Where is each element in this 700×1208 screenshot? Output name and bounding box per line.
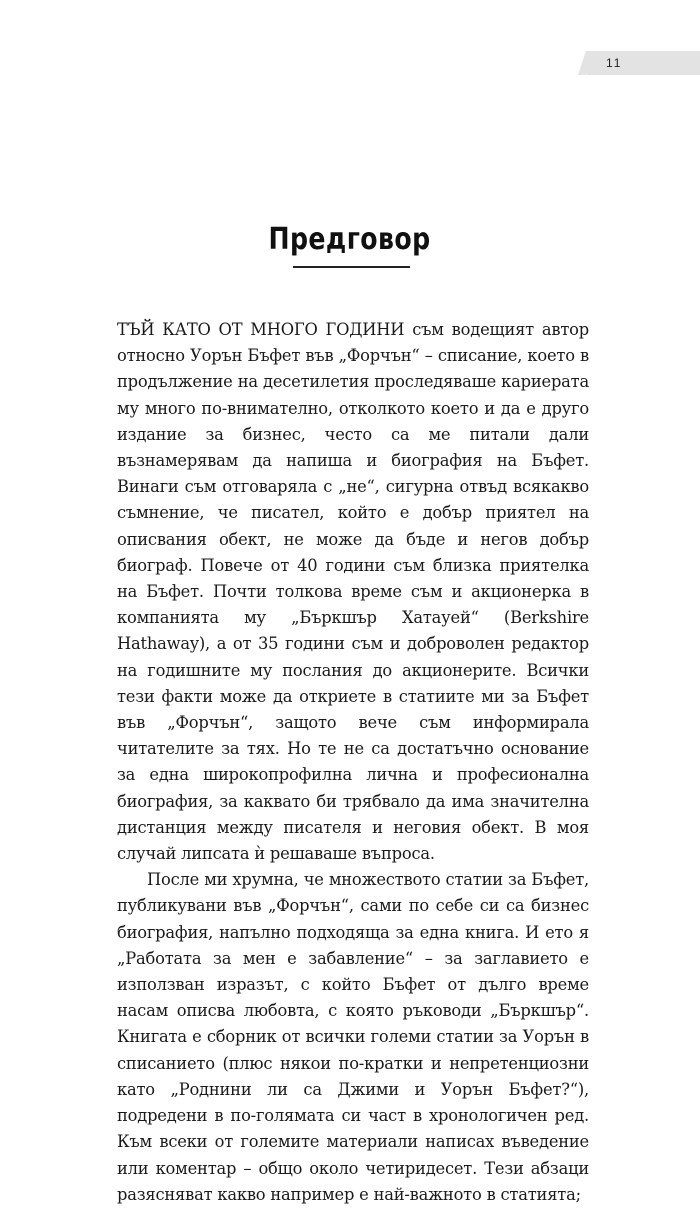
chapter-heading (0, 222, 700, 257)
body-text (117, 317, 589, 1208)
paragraph-2: После ми хрумна, че множеството статии за Бъфет, публикувани във „Форчън“, сами по себе си са бизнес биография, напълно подходяща за една книга. И ето я „Работата за мен е забавление“ – за заглавието е използван изразът, с който Бъфет от дълго време насам описва любовта, с която ръководи „Бъркшър“. Книгата е сборник от всички големи статии за Уорън в списанието (плюс някои по-кратки и непретенциозни като „Роднини ли са Джими и Уорън Бъфет?“), подредени в по-голямата си част в хронологичен ред. Към всеки от големите материали написах въведение или коментар – общо около четиридесет. Тези абзаци разясняват какво например е най-важното в статията; (117, 870, 589, 1204)
page-number-tab (586, 51, 700, 75)
chapter-title: Предговор (268, 222, 432, 257)
page-number: 11 (606, 56, 623, 70)
title-underline (293, 266, 410, 268)
paragraph-1: ТЪЙ КАТО ОТ МНОГО ГОДИНИ съм водещият автор относно Уорън Бъфет във „Форчън“ – списание, което в продължение на десетилетия проследяваше кариерата му много по-внимателно, отколкото което и да е друго издание за бизнес, често са ме питали дали възнамерявам да напиша и биография на Бъфет. Винаги съм отговаряла с „не“, сигурна отвъд всякакво съмнение, че писател, който е добър приятел на описвания обект, не може да бъде и негов добър биограф. Повече от 40 години съм близка приятелка на Бъфет. Почти толкова време съм и акционерка в компанията му „Бъркшър Хатауей“ (Berkshire Hathaway), а от 35 години съм и доброволен редактор на годишните му послания до акционерите. Всички тези факти може да откриете в статиите ми за Бъфет във „Форчън“, защото вече съм информирала читателите за тях. Но те не са достатъчно основание за една широкопрофилна лична и професионална биография, за каквато би трябвало да има значителна дистанция между писателя и неговия обект. В моя случай липсата ѝ решаваше въпроса. (117, 320, 589, 864)
